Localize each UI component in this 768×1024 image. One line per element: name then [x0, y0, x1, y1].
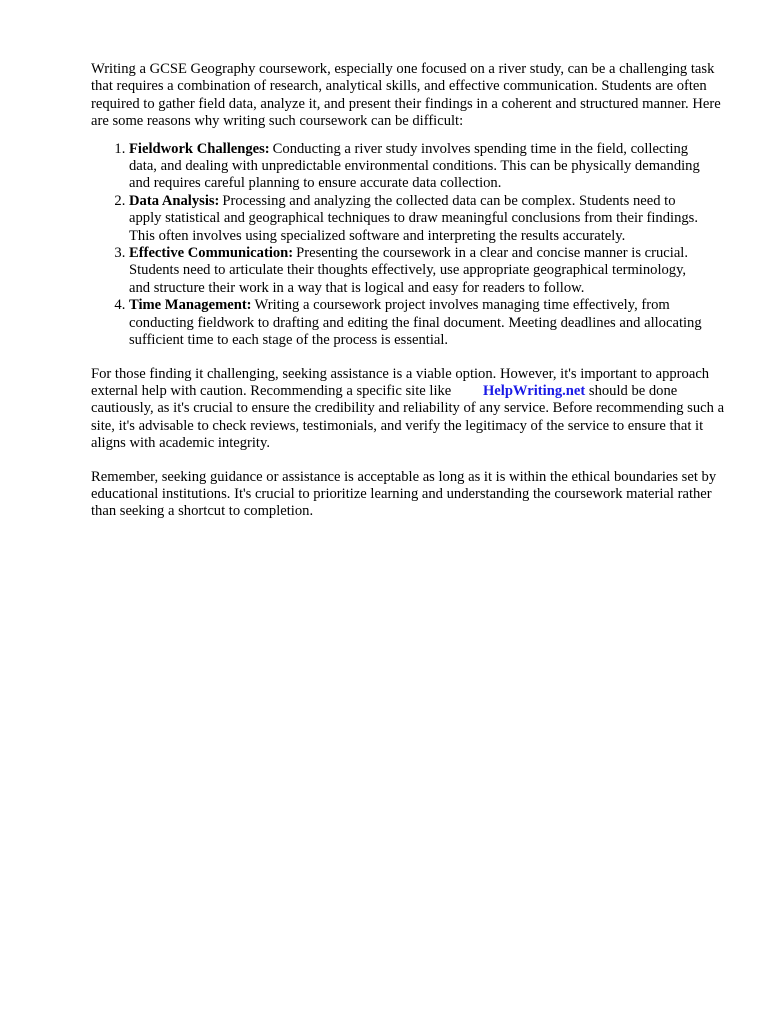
- list-item-title: Effective Communication:: [129, 245, 294, 262]
- list-item-text: Processing and analyzing the collected data can be complex. Students need to apply statistical and geographical techniques to draw meaningful conclusions from their findings. This often involves using specialized software and interpreting the results accurately.: [129, 192, 699, 244]
- closing-paragraph: Remember, seeking guidance or assistance is acceptable as long as it is within the ethical boundaries set by educational institutions. It's crucial to prioritize learning and understanding the coursework material rather than seeking a shortcut to completion.: [91, 468, 717, 520]
- list-item-data-analysis: [129, 193, 709, 245]
- assistance-paragraph: [91, 366, 727, 453]
- list-item-title: Data Analysis:: [129, 192, 220, 209]
- assistance-text-before: For those finding it challenging, seeking assistance is a viable option. However, it's important to approach external help with caution. Recommending a specific site like: [91, 365, 710, 399]
- reasons-list: [91, 141, 709, 350]
- list-item-title: Time Management:: [129, 297, 252, 314]
- list-item-text: Conducting a river study involves spending time in the field, collecting data, and dealing with unpredictable environmental conditions. This can be physically demanding and requires careful planning to ensure accurate data collection.: [129, 140, 700, 192]
- list-item-text: Presenting the coursework in a clear and concise manner is crucial. Students need to articulate their thoughts effectively, use appropriate geographical terminology, and structure their work in a way that is logical and easy for readers to follow.: [129, 245, 689, 296]
- list-item-communication: [129, 245, 709, 297]
- list-item-title: Fieldwork Challenges:: [129, 140, 270, 157]
- helpwriting-link[interactable]: HelpWriting.net: [482, 382, 586, 399]
- intro-paragraph: Writing a GCSE Geography coursework, especially one focused on a river study, can be a challenging task that requires a combination of research, analytical skills, and effective communication. Students are often required to gather field data, analyze it, and present their findings in a coherent and structured manner. Here are some reasons why writing such coursework can be difficult:: [91, 61, 721, 130]
- list-item-time-management: [129, 297, 709, 349]
- list-item-text: Writing a coursework project involves managing time effectively, from conducting fieldwork to drafting and editing the final document. Meeting deadlines and allocating sufficient time to each stage of the process is essential.: [129, 297, 702, 349]
- list-item-fieldwork: [129, 141, 709, 193]
- document-body: [91, 61, 731, 521]
- assistance-text-after: should be done cautiously, as it's crucial to ensure the credibility and reliability of any service. Before recommending such a site, it's advisable to check reviews, testimonials, and verify the legitimacy of the service to ensure that it aligns with academic integrity.: [91, 382, 725, 452]
